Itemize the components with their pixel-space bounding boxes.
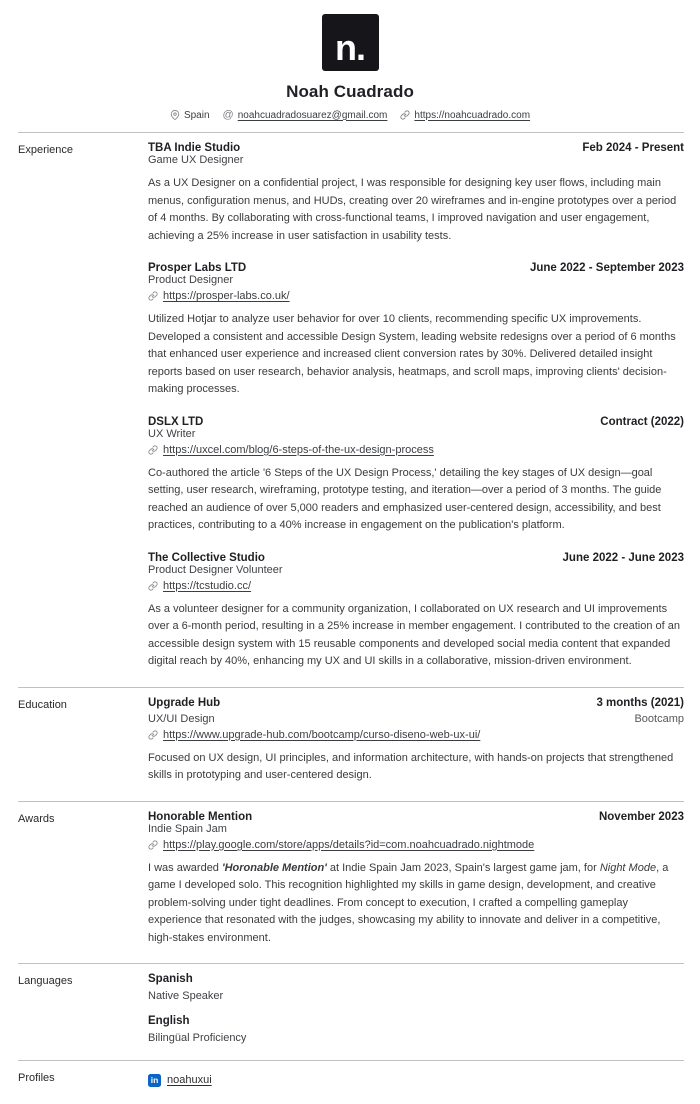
linkedin-profile (148, 1074, 212, 1087)
company-name: TBA Indie Studio (148, 142, 241, 154)
website-item (400, 110, 530, 121)
company-name: Prosper Labs LTD (148, 262, 247, 274)
experience-entry (148, 552, 684, 671)
job-title: Game UX Designer (148, 154, 244, 166)
language-level: Bilingüal Proficiency (148, 1032, 247, 1044)
link-icon (148, 445, 158, 455)
logo-text: n. (335, 27, 365, 68)
language-entry (148, 1015, 684, 1044)
section-label-languages: Languages (18, 975, 73, 987)
contact-row (0, 109, 700, 132)
website-link[interactable]: https://noahcuadrado.com (414, 109, 531, 121)
experience-entry (148, 416, 684, 535)
location-item (170, 110, 210, 121)
language-name: English (148, 1015, 190, 1027)
company-link[interactable]: https://prosper-labs.co.uk/ (163, 290, 290, 302)
award-organization: Indie Spain Jam (148, 822, 227, 835)
link-icon (400, 110, 410, 120)
entry-date: June 2022 - June 2023 (562, 551, 684, 564)
location-pin-icon (170, 110, 180, 120)
game-title: Night Mode (599, 861, 657, 874)
location-text: Spain (183, 109, 210, 121)
job-title: Product Designer (148, 274, 233, 286)
education-type: Bootcamp (634, 712, 684, 725)
award-name-highlight: 'Horonable Mention' (221, 861, 327, 874)
award-description: I was awarded 'Horonable Mention' at Indie Spain Jam 2023, Spain's largest game jam, for Night Mode, a game I developed solo. This recognition highlighted my skills in game design, development, and creative problem-solving under tight deadlines. From concept to execution, I crafted a compelling gameplay experience that resonated with the judges, showcasing my ability to innovate and deliver in a competitive, high-stakes environment. (148, 861, 669, 944)
program-name: UX/UI Design (148, 712, 215, 725)
language-level: Native Speaker (148, 990, 224, 1002)
job-description: As a UX Designer on a confidential project, I was responsible for designing key user flows, including main menus, configuration menus, and HUDs, creating over 20 wireframes and in-engine prototypes over a period of 4 months. By collaborating with cross-functional teams, I improved navigation and user engagement, achieving a 25% increase in user satisfaction in usability tests. (148, 177, 677, 242)
email-item (223, 109, 388, 121)
section-label-education: Education (18, 698, 67, 711)
section-education (18, 687, 684, 801)
entry-date: Contract (2022) (600, 415, 684, 428)
link-icon (148, 840, 158, 850)
experience-entry (148, 262, 684, 399)
person-name: Noah Cuadrado (286, 82, 414, 101)
job-description: As a volunteer designer for a community organization, I collaborated on UX research and UI improvements over a 6-month period, resulting in a 25% increase in member engagement. I contributed to the creation of an accessible design system with 15 reusable components and developed social media content that expanded digital reach by 40%, enhancing my UX and UI skills in a collaborative, mission-driven environment. (148, 602, 680, 667)
section-label-awards: Awards (18, 812, 55, 825)
link-icon (148, 730, 158, 740)
company-link[interactable]: https://tcstudio.cc/ (163, 579, 252, 592)
section-languages (18, 963, 684, 1060)
job-title: UX Writer (148, 427, 196, 440)
course-link[interactable]: https://www.upgrade-hub.com/bootcamp/curso-diseno-web-ux-ui/ (163, 728, 481, 741)
job-description: Utilized Hotjar to analyze user behavior for over 10 clients, recommending specific UX improvements. Developed a consistent and accessible Design System, leading website redesigns over a period of 6 months that enhanced user experience and increased client conversion rates by 30%. Delivered detailed insight reports based on user research, behavior analysis, heatmaps, and scroll maps, improving clients' decision-making processes. (148, 313, 676, 395)
school-name: Upgrade Hub (148, 696, 221, 709)
section-awards (18, 801, 684, 964)
logo (322, 14, 379, 71)
education-entry (148, 697, 684, 785)
header (0, 0, 700, 132)
job-description: Co-authored the article '6 Steps of the UX Design Process,' detailing the key stages of UX design—goal setting, user research, wireframing, prototype testing, and iteration—over a period of 3 months. The guide reached an audience of over 5,000 readers and emphasized user-centered design, accessibility, and best practices, contributing to a 40% increase in engagement on the publication's platform. (148, 466, 662, 531)
education-description: Focused on UX design, UI principles, and information architecture, with hands-on projects that strengthened skills in prototyping and user-centered design. (148, 751, 674, 781)
link-icon (148, 291, 158, 301)
section-profiles (18, 1060, 684, 1104)
entry-date: 3 months (2021) (596, 696, 684, 709)
linkedin-icon: in (148, 1074, 161, 1087)
section-label-experience: Experience (18, 144, 74, 156)
job-title: Product Designer Volunteer (148, 563, 283, 576)
linkedin-username-link[interactable]: noahuxui (167, 1074, 212, 1087)
language-name: Spanish (148, 973, 193, 985)
playstore-link[interactable]: https://play.google.com/store/apps/details?id=com.noahcuadrado.nightmode (163, 838, 535, 851)
award-title: Honorable Mention (148, 810, 253, 823)
experience-entry (148, 142, 684, 245)
company-name: The Collective Studio (148, 551, 265, 564)
section-label-profiles: Profiles (18, 1072, 55, 1084)
entry-date: June 2022 - September 2023 (529, 262, 684, 274)
award-entry (148, 811, 684, 948)
entry-date: November 2023 (598, 810, 684, 823)
at-icon: @ (222, 109, 234, 121)
company-name: DSLX LTD (148, 415, 204, 428)
entry-date: Feb 2024 - Present (582, 142, 684, 154)
link-icon (148, 581, 158, 591)
section-experience (18, 132, 684, 687)
language-entry (148, 973, 684, 1002)
article-link[interactable]: https://uxcel.com/blog/6-steps-of-the-ux-design-process (163, 443, 434, 456)
email-link[interactable]: noahcuadradosuarez@gmail.com (237, 109, 388, 121)
